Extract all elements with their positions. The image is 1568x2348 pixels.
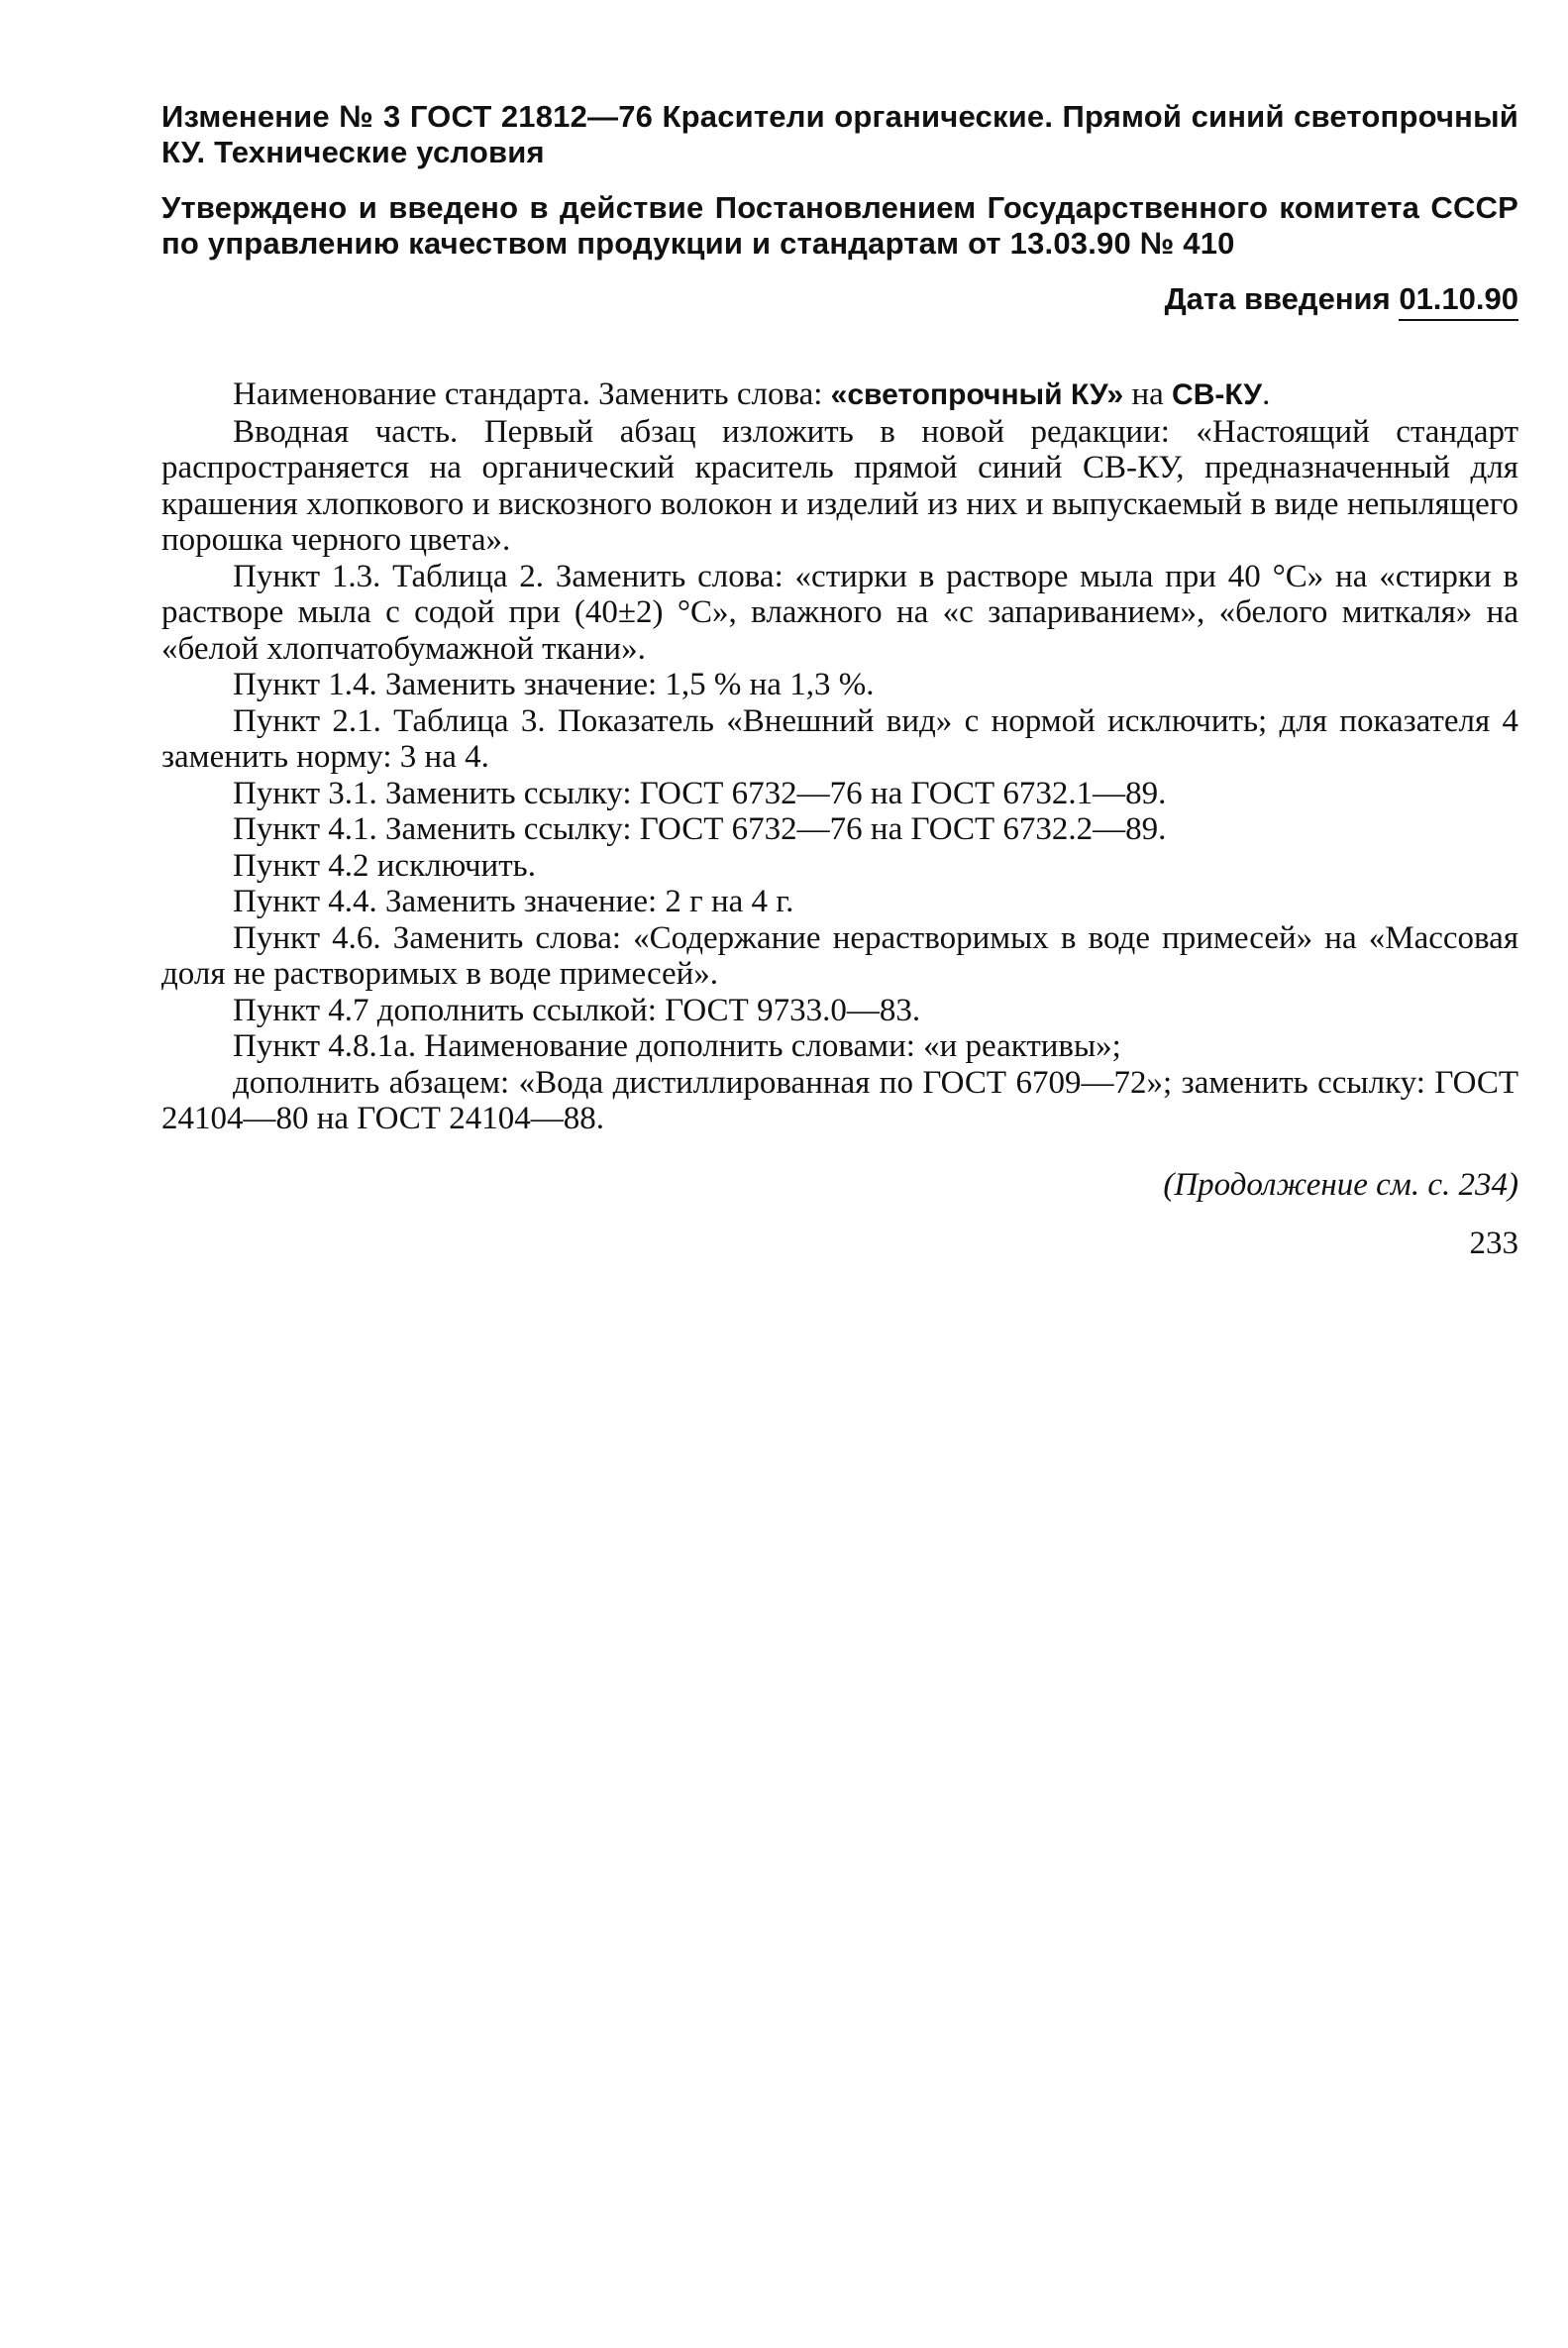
paragraph-item-1-4: Пункт 1.4. Заменить значение: 1,5 % на 1,3 %. <box>233 667 875 702</box>
paragraph-item-4-6: Пункт 4.6. Заменить слова: «Содержание нерастворимых в воде примесей» на «Массовая доля не растворимых в воде примесей». <box>161 919 1518 992</box>
paragraph-item-4-8-1a: Пункт 4.8.1а. Наименование дополнить словами: «и реактивы»; <box>233 1028 1121 1064</box>
approval-statement: Утверждено и введено в действие Постановлением Государственного комитета СССР по управлению качеством продукции и стандартам от 13.03.90 № 410 <box>161 190 1518 261</box>
document-title: Изменение № 3 ГОСТ 21812—76 Красители органические. Прямой синий светопрочный КУ. Технические условия <box>161 99 1518 169</box>
paragraph-item-4-8-1a-continued: дополнить абзацем: «Вода дистиллированная по ГОСТ 6709—72»; заменить ссылку: ГОСТ 24104—80 на ГОСТ 24104—88. <box>161 1064 1518 1136</box>
effective-date-value: 01.10.90 <box>1399 281 1518 321</box>
paragraph-introduction: Вводная часть. Первый абзац изложить в новой редакции: «Настоящий стандарт распространяется на органический краситель прямой синий СВ-КУ, предназначенный для крашения хлопкового и вискозного волокон и изделий из них и выпускаемый в виде непылящего порошка черного цвета». <box>161 413 1518 558</box>
paragraph-item-2-1: Пункт 2.1. Таблица 3. Показатель «Внешний вид» с нормой исключить; для показателя 4 заменить норму: 3 на 4. <box>161 702 1518 775</box>
paragraph-item-1-3: Пункт 1.3. Таблица 2. Заменить слова: «стирки в растворе мыла при 40 °С» на «стирки в растворе мыла с содой при (40±2) °С», влажного на «с запариванием», «белого миткаля» на «белой хлопчатобумажной ткани». <box>161 558 1518 667</box>
paragraph-standard-name <box>161 376 1518 414</box>
page-number: 233 <box>1469 1225 1518 1261</box>
document-body <box>161 376 1518 1137</box>
paragraph-item-3-1: Пункт 3.1. Заменить ссылку: ГОСТ 6732—76 на ГОСТ 6732.1—89. <box>233 775 1167 811</box>
bold-phrase-new: СВ-КУ <box>1172 378 1263 411</box>
document-page <box>161 99 1518 1262</box>
paragraph-text: Наименование стандарта. Заменить слова: <box>233 376 831 412</box>
effective-date-line <box>161 281 1518 321</box>
paragraph-item-4-7: Пункт 4.7 дополнить ссылкой: ГОСТ 9733.0—83. <box>233 992 921 1028</box>
effective-date-label: Дата введения <box>1164 281 1391 316</box>
paragraph-text: . <box>1262 376 1271 412</box>
paragraph-item-4-1: Пункт 4.1. Заменить ссылку: ГОСТ 6732—76 на ГОСТ 6732.2—89. <box>233 811 1167 847</box>
paragraph-item-4-2: Пункт 4.2 исключить. <box>233 847 536 884</box>
paragraph-text: на <box>1123 376 1173 412</box>
continuation-note: (Продолжение см. с. 234) <box>1163 1166 1518 1203</box>
paragraph-item-4-4: Пункт 4.4. Заменить значение: 2 г на 4 г. <box>233 884 794 919</box>
bold-phrase-old: «светопрочный КУ» <box>830 378 1124 411</box>
